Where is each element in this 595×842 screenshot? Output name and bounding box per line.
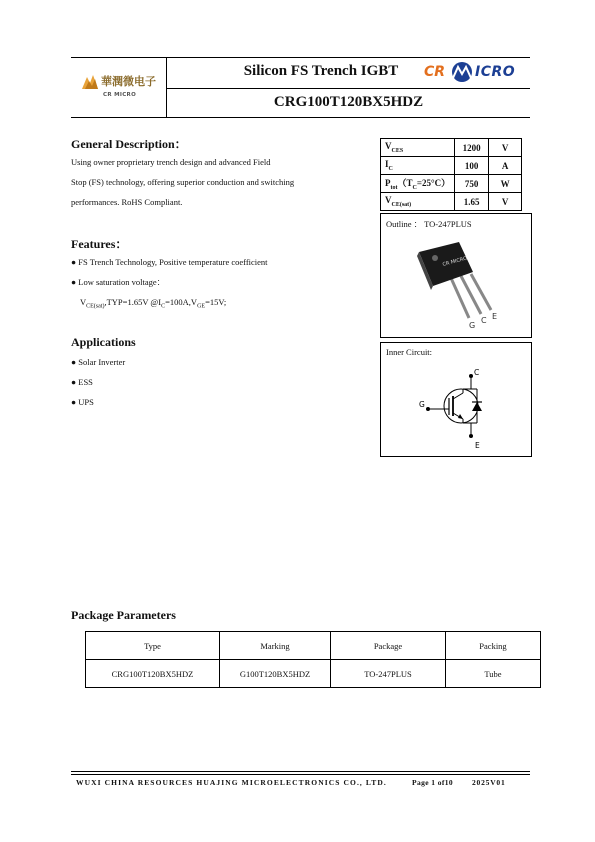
table-cell: Tube xyxy=(446,660,541,688)
description-line: Using owner proprietary trench design and advanced Field xyxy=(71,157,271,167)
package-body-text: CR MICRO xyxy=(441,255,468,268)
table-header-row xyxy=(86,632,541,660)
description-line: Stop (FS) technology, offering superior conduction and switching xyxy=(71,177,295,187)
general-description-text xyxy=(71,152,371,212)
outline-box xyxy=(380,213,532,338)
spec-value: 1200 xyxy=(455,139,489,157)
circuit-label-g: G xyxy=(419,400,425,409)
inner-circuit-label: Inner Circuit: xyxy=(386,347,433,357)
key-specs-table xyxy=(380,138,522,211)
brand-cr-text: CR xyxy=(424,64,446,80)
footer-version: 2025V01 xyxy=(472,778,506,787)
column-header: Marking xyxy=(220,632,331,660)
features-list xyxy=(71,252,371,317)
package-parameters-table xyxy=(85,631,541,688)
footer-rule-thick xyxy=(71,771,530,772)
brand-m-mountain-icon xyxy=(449,61,475,83)
application-text: UPS xyxy=(78,397,94,407)
description-line: performances. RoHS Compliant. xyxy=(71,197,183,207)
general-description-heading: General Description： xyxy=(71,137,187,151)
table-row xyxy=(381,139,522,157)
feature-text: Low saturation voltage： xyxy=(78,277,166,287)
crmicro-emblem-icon xyxy=(80,73,100,91)
ge-value-text: =15V; xyxy=(205,297,227,307)
spec-value: 750 xyxy=(455,175,489,193)
list-item: ● Low saturation voltage： xyxy=(71,277,166,287)
table-row xyxy=(381,157,522,175)
document-title: Silicon FS Trench IGBT xyxy=(243,63,399,79)
spec-symbol: $P_{tot}(T_C=25^\circ C)$ xyxy=(381,175,455,193)
pin-label-g: G xyxy=(469,321,476,330)
spec-value: 100 xyxy=(455,157,489,175)
table-cell: TO-247PLUS xyxy=(331,660,446,688)
ic-value-text: =100A,V xyxy=(165,297,198,307)
spec-symbol: $I_C$ xyxy=(381,157,455,175)
logo-chinese-text: 華潤微电子 xyxy=(101,75,156,88)
features-heading: Features： xyxy=(71,237,128,251)
header-bottom-rule xyxy=(71,117,530,118)
header-middle-rule xyxy=(167,88,530,89)
spec-symbol: $V_{CES}$ xyxy=(381,139,455,157)
column-header: Packing xyxy=(446,632,541,660)
pin-label-e: E xyxy=(492,312,498,321)
spec-unit: V xyxy=(489,139,522,157)
to247-package-icon xyxy=(411,238,511,333)
vce-subscript: CE(sat) xyxy=(86,303,105,310)
application-text: Solar Inverter xyxy=(78,357,126,367)
list-item: ● Solar Inverter xyxy=(71,357,126,367)
list-item: ● FS Trench Technology, Positive temperature coefficient xyxy=(71,257,268,267)
list-item xyxy=(71,292,371,317)
circuit-label-e: E xyxy=(475,441,480,450)
outline-label: Outline ： TO-247PLUS xyxy=(386,219,472,229)
footer-company: WUXI CHINA RESOURCES HUAJING MICROELECTRONICS CO., LTD. xyxy=(76,778,387,787)
brand-icro-text: ICRO xyxy=(475,64,516,80)
logo-english-text: CR MICRO xyxy=(103,92,137,98)
table-row xyxy=(86,660,541,688)
spec-unit: V xyxy=(489,193,522,211)
spec-unit: W xyxy=(489,175,522,193)
table-cell: G100T120BX5HDZ xyxy=(220,660,331,688)
table-row xyxy=(381,175,522,193)
ic-subscript: C xyxy=(161,303,166,310)
spec-unit: A xyxy=(489,157,522,175)
list-item: ● ESS xyxy=(71,377,93,387)
column-header: Package xyxy=(331,632,446,660)
spec-symbol: $V_{CE(sat)}$ xyxy=(381,193,455,211)
ge-subscript: GE xyxy=(197,303,206,310)
vce-symbol: V xyxy=(80,297,87,307)
application-text: ESS xyxy=(78,377,93,387)
circuit-label-c: C xyxy=(474,368,480,377)
inner-circuit-box xyxy=(380,342,532,457)
header-top-rule xyxy=(71,57,530,58)
vce-typ-text: ,TYP=1.65V @I xyxy=(104,297,162,307)
footer-page-number: Page 1 of10 xyxy=(412,778,454,787)
applications-list xyxy=(71,352,371,412)
table-row xyxy=(381,193,522,211)
list-item: ● UPS xyxy=(71,397,94,407)
package-parameters-heading: Package Parameters xyxy=(71,608,176,622)
table-cell: CRG100T120BX5HDZ xyxy=(86,660,220,688)
spec-value: 1.65 xyxy=(455,193,489,211)
column-header: Type xyxy=(86,632,220,660)
pin-label-c: C xyxy=(481,316,487,325)
feature-text: FS Trench Technology, Positive temperature coefficient xyxy=(78,257,268,267)
footer-rule-thin xyxy=(71,774,530,775)
igbt-schematic-icon xyxy=(411,363,501,453)
part-number-title: CRG100T120BX5HDZ xyxy=(273,94,424,110)
applications-heading: Applications xyxy=(71,335,136,349)
